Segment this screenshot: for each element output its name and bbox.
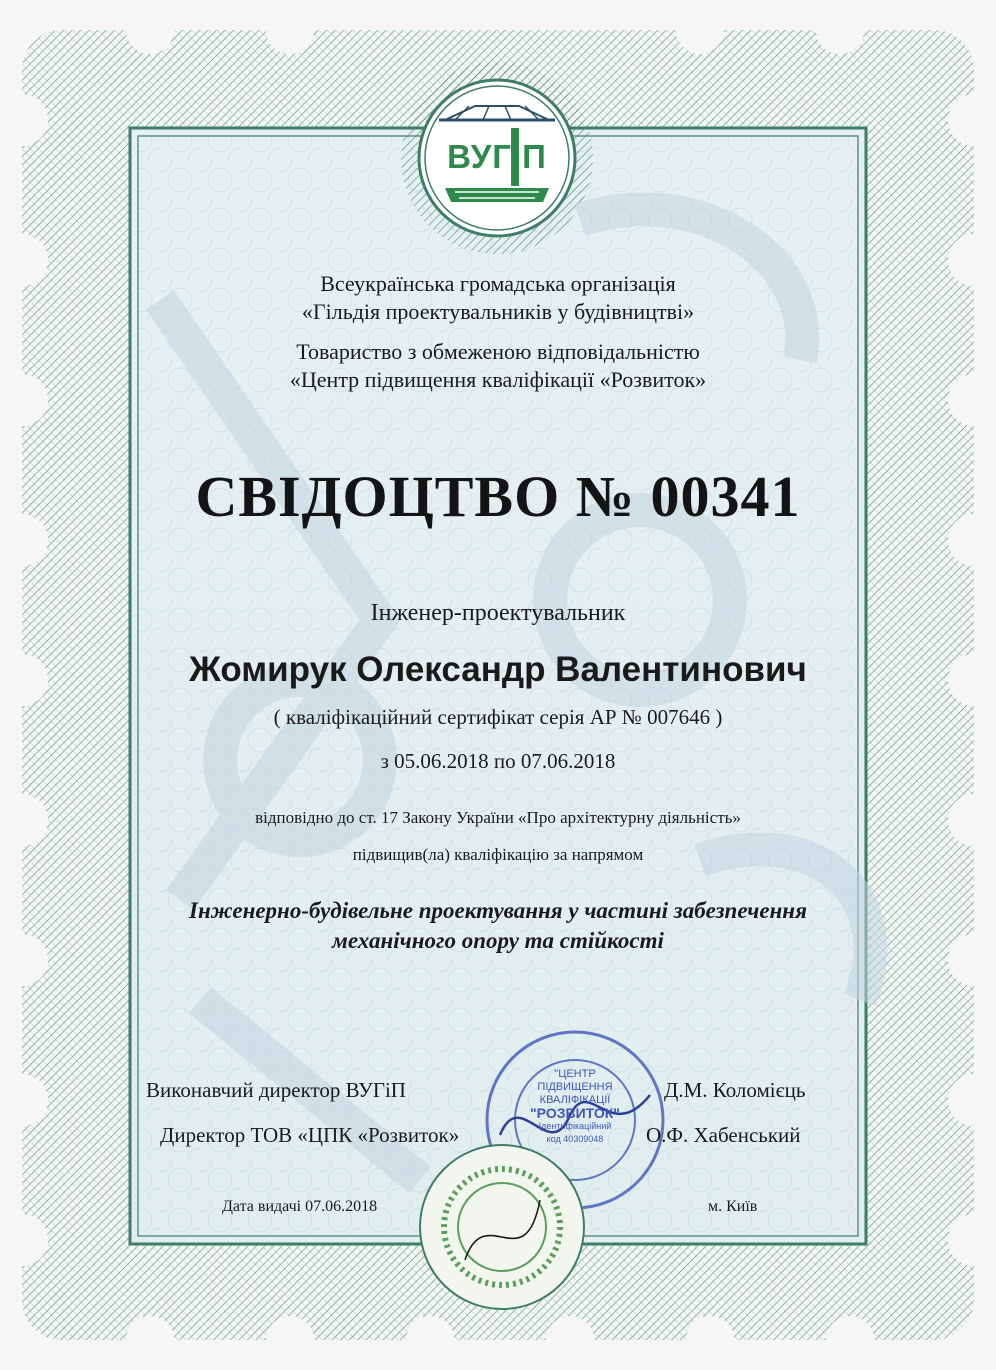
training-direction	[0, 896, 996, 956]
stamp-line-1: "ЦЕНТР	[554, 1068, 596, 1080]
direction-line-2: механічного опору та стійкості	[332, 928, 664, 953]
org-line-1: Всеукраїнська громадська організація	[320, 271, 676, 296]
issue-city: м. Київ	[708, 1198, 758, 1215]
green-seal-icon	[415, 1140, 590, 1315]
org-line-3: Товариство з обмеженою відповідальністю	[296, 339, 700, 364]
profession: Інженер-проектувальник	[370, 600, 626, 626]
blue-stamp-text	[520, 1068, 630, 1146]
org-line-2: «Гільдія проектувальників у будівництві»	[301, 299, 695, 324]
improved-text: підвищив(ла) кваліфікацію за напрямом	[352, 845, 644, 864]
certificate-title: СВІДОЦТВО № 00341	[195, 464, 801, 529]
issue-date: Дата видачі 07.06.2018	[222, 1198, 378, 1215]
org-line-4: «Центр підвищення кваліфікації «Розвиток»	[289, 367, 707, 392]
stamp-line-3: КВАЛІФІКАЦІЇ	[539, 1094, 611, 1106]
stamp-line-5: Ідентифікаційний	[538, 1121, 612, 1131]
logo-text: ВУГіП	[447, 138, 547, 175]
direction-line-1: Інженерно-будівельне проектування у частині забезпечення	[189, 898, 807, 923]
stamp-line-6: код 40309048	[546, 1134, 604, 1144]
training-period: з 05.06.2018 по 07.06.2018	[380, 749, 616, 773]
signer-1-name: Д.М. Коломієць	[664, 1078, 806, 1102]
stamp-line-2: ПІДВИЩЕННЯ	[537, 1081, 613, 1093]
signer-1-position: Виконавчий директор ВУГіП	[146, 1078, 406, 1102]
signer-2-name: О.Ф. Хабенський	[646, 1123, 801, 1147]
legal-basis: відповідно до ст. 17 Закону України «Про архітектурну діяльність»	[255, 808, 741, 827]
organization-center	[0, 338, 996, 394]
qualification-certificate: ( кваліфікаційний сертифікат серія АР № 007646 )	[273, 705, 723, 729]
stamp-line-4: "РОЗВИТОК"	[530, 1105, 620, 1121]
holder-name: Жомирук Олександр Валентинович	[189, 650, 807, 689]
signer-2-position: Директор ТОВ «ЦПК «Розвиток»	[160, 1123, 460, 1147]
organization-guild	[0, 270, 996, 326]
